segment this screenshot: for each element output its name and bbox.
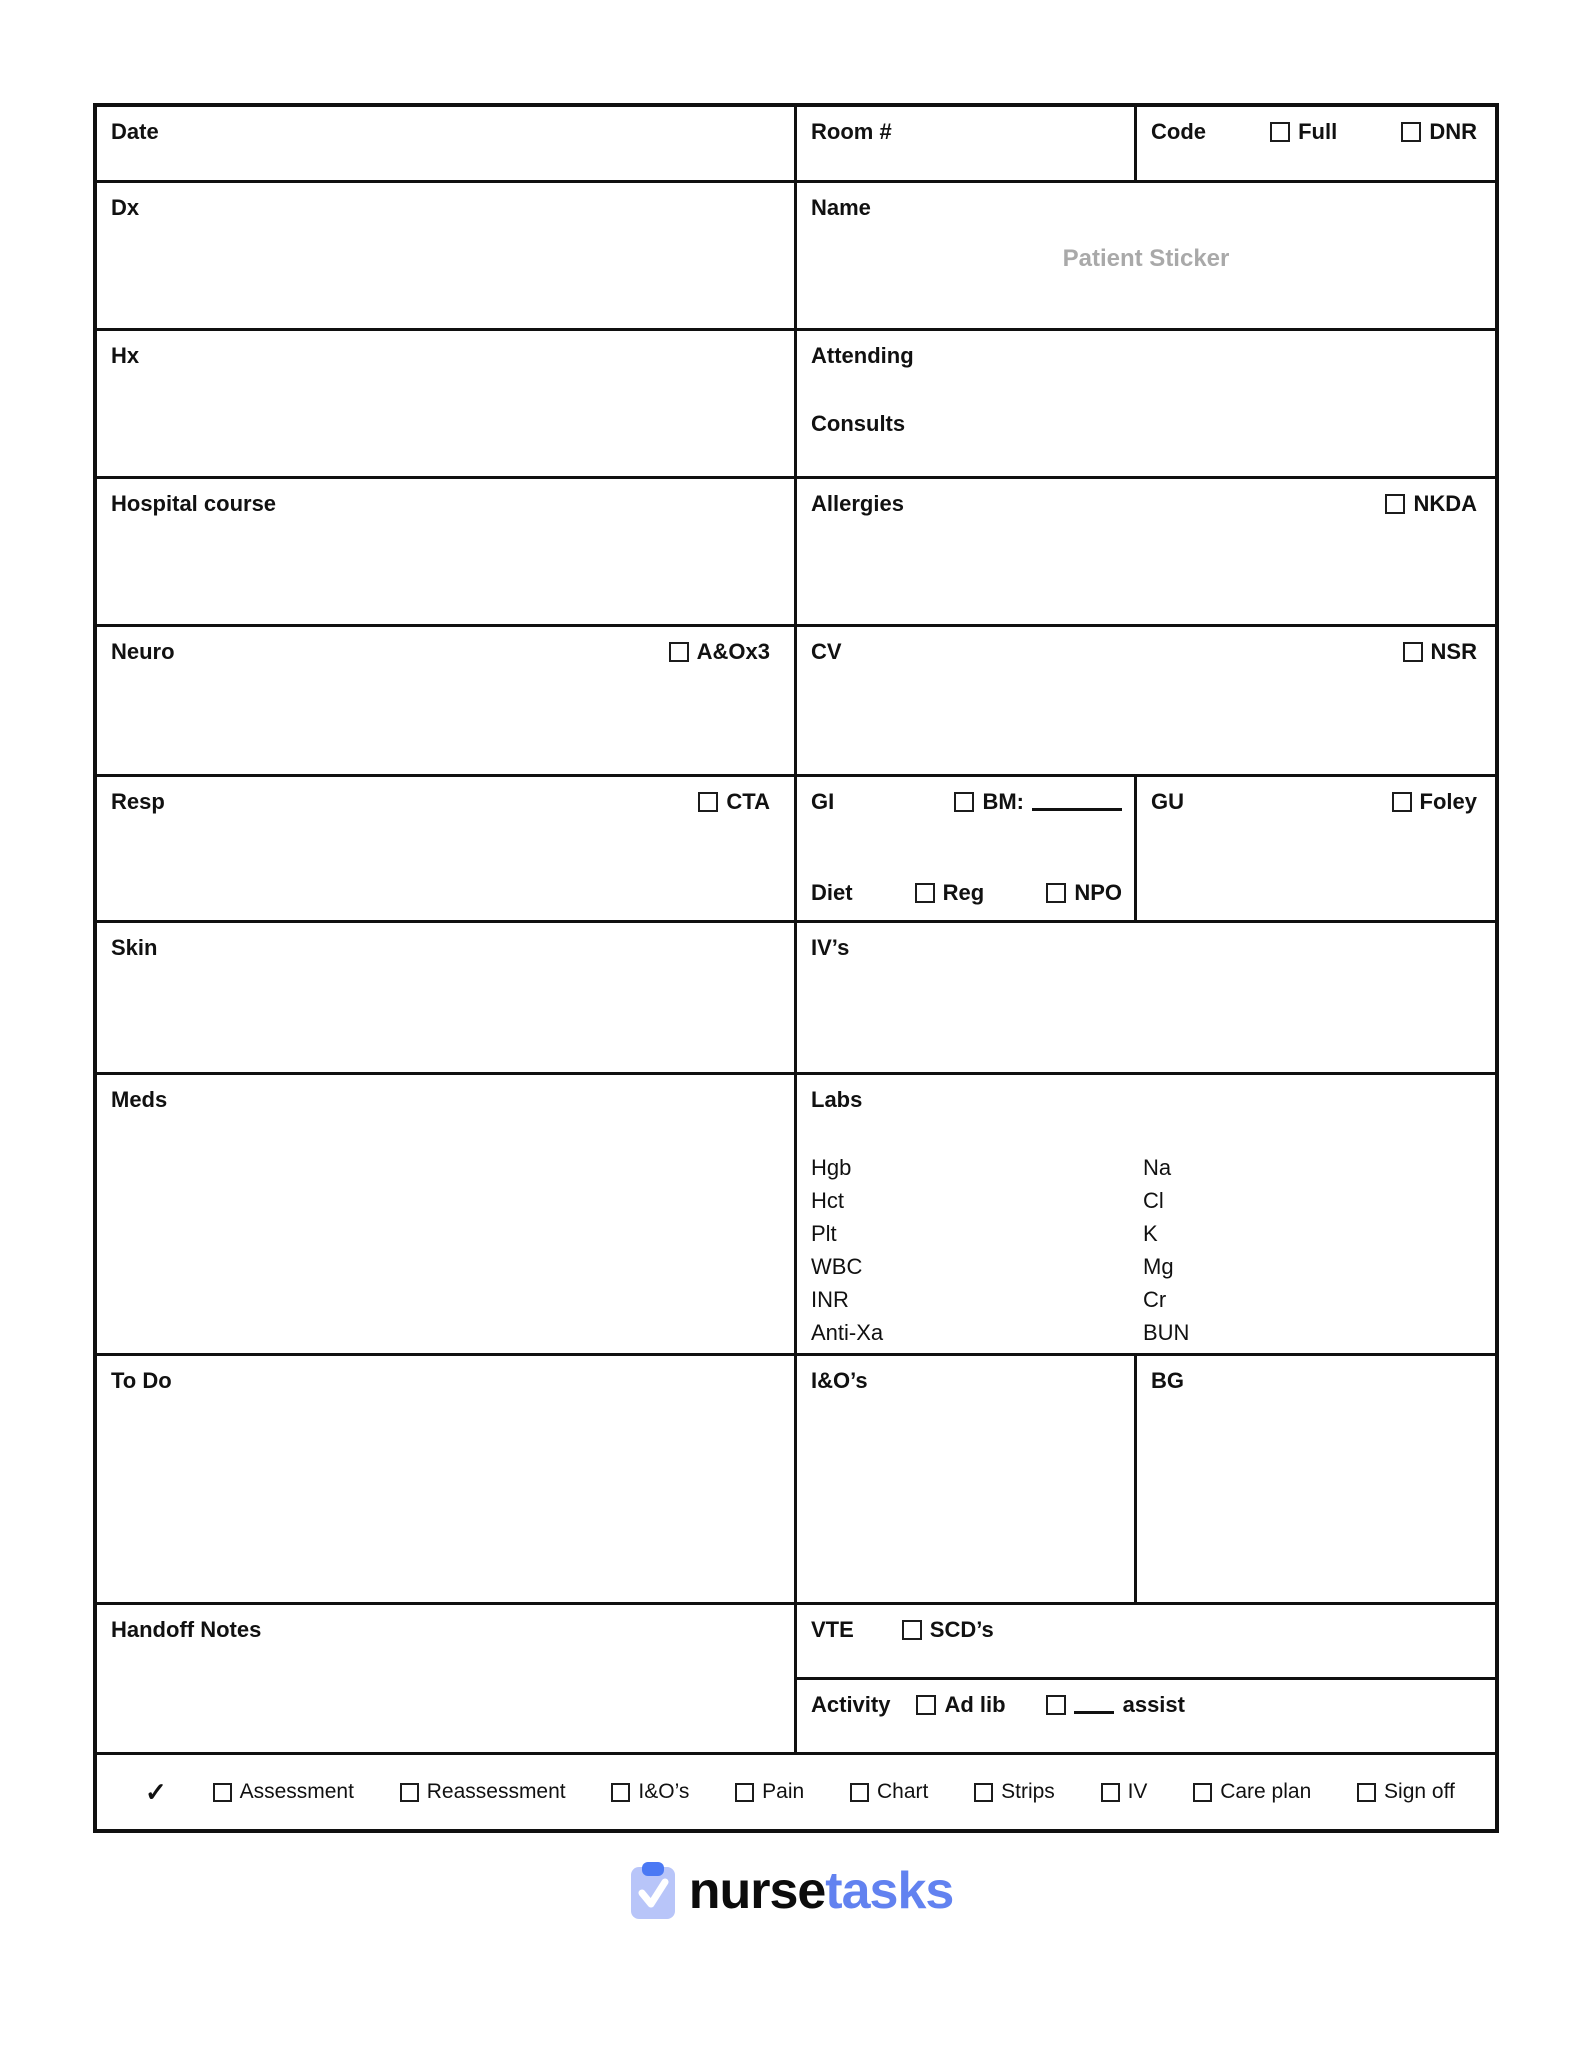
care-plan-option — [1193, 1780, 1311, 1804]
dnr-label: DNR — [1429, 119, 1477, 144]
full-label: Full — [1298, 119, 1338, 144]
logo-text-nurse: nurse — [688, 1862, 826, 1920]
full-checkbox[interactable] — [1270, 122, 1290, 142]
iv-checkbox[interactable] — [1101, 1783, 1120, 1802]
scds-option — [902, 1617, 994, 1643]
assist-write-in-blank[interactable] — [1074, 1696, 1114, 1714]
sign-off-checkbox[interactable] — [1357, 1783, 1376, 1802]
hx-cell[interactable] — [97, 331, 797, 479]
activity-cell[interactable] — [797, 1680, 1495, 1755]
chart-option — [850, 1780, 928, 1804]
adlib-label: Ad lib — [944, 1692, 1006, 1717]
foley-label: Foley — [1419, 789, 1477, 814]
lab-item: Anti-Xa — [811, 1320, 884, 1345]
ivs-cell[interactable] — [797, 923, 1495, 1075]
lab-item: Cl — [1143, 1188, 1164, 1213]
gu-cell[interactable] — [1137, 777, 1495, 923]
nsr-checkbox[interactable] — [1403, 642, 1423, 662]
hx-label: Hx — [111, 343, 140, 368]
bm-write-in-blank[interactable] — [1032, 793, 1122, 811]
ios-option — [611, 1780, 689, 1804]
pain-checkbox[interactable] — [735, 1783, 754, 1802]
lab-item: Na — [1143, 1155, 1172, 1180]
name-cell[interactable] — [797, 183, 1495, 331]
npo-label: NPO — [1074, 880, 1122, 905]
logo-text-tasks: tasks — [825, 1862, 954, 1920]
clipboard-check-icon — [630, 1862, 676, 1920]
ios-cell[interactable] — [797, 1356, 1137, 1605]
pain-option — [735, 1780, 804, 1804]
handoff-notes-cell[interactable] — [97, 1605, 797, 1755]
nursetasks-logo — [0, 1862, 1583, 1920]
labs-label: Labs — [811, 1087, 863, 1112]
skin-cell[interactable] — [97, 923, 797, 1075]
lab-item: Plt — [811, 1221, 837, 1246]
assessment-checkbox[interactable] — [213, 1783, 232, 1802]
assist-checkbox[interactable] — [1046, 1695, 1066, 1715]
todo-cell[interactable] — [97, 1356, 797, 1605]
strips-label: Strips — [1001, 1780, 1055, 1803]
sign-off-label: Sign off — [1384, 1780, 1455, 1803]
strips-checkbox[interactable] — [974, 1783, 993, 1802]
patient-sticker-placeholder: Patient Sticker — [1062, 245, 1230, 272]
ios-checkbox[interactable] — [611, 1783, 630, 1802]
cv-label: CV — [811, 639, 842, 664]
neuro-label: Neuro — [111, 639, 175, 664]
todo-label: To Do — [111, 1368, 172, 1393]
hospital-course-label: Hospital course — [111, 491, 277, 516]
ios-check-label: I&O’s — [638, 1780, 690, 1803]
iv-label: IV — [1127, 1780, 1148, 1803]
lab-item: Hct — [811, 1188, 844, 1213]
foley-checkbox[interactable] — [1392, 792, 1412, 812]
cta-option — [698, 789, 770, 815]
bm-label: BM: — [982, 789, 1024, 814]
neuro-cell[interactable] — [97, 627, 797, 777]
npo-checkbox[interactable] — [1046, 883, 1066, 903]
room-cell[interactable] — [797, 107, 1137, 183]
nsr-option — [1403, 639, 1477, 665]
meds-cell[interactable] — [97, 1075, 797, 1356]
adlib-checkbox[interactable] — [916, 1695, 936, 1715]
assist-label: assist — [1122, 1692, 1185, 1717]
reassessment-option — [400, 1780, 566, 1804]
aox3-label: A&Ox3 — [696, 639, 770, 664]
room-label: Room # — [811, 119, 892, 144]
reassessment-label: Reassessment — [426, 1780, 566, 1803]
resp-cell[interactable] — [97, 777, 797, 923]
nkda-checkbox[interactable] — [1385, 494, 1405, 514]
activity-label: Activity — [811, 1692, 891, 1717]
bm-option — [954, 789, 1122, 815]
bm-checkbox[interactable] — [954, 792, 974, 812]
pain-label: Pain — [762, 1780, 805, 1803]
lab-item: K — [1143, 1221, 1158, 1246]
cta-checkbox[interactable] — [698, 792, 718, 812]
code-cell — [1137, 107, 1495, 183]
dx-label: Dx — [111, 195, 140, 220]
iv-option — [1101, 1780, 1148, 1804]
sign-off-option — [1357, 1780, 1455, 1804]
reg-label: Reg — [942, 880, 985, 905]
nkda-option — [1385, 491, 1477, 517]
code-full-option — [1270, 119, 1337, 145]
care-plan-checkbox[interactable] — [1193, 1783, 1212, 1802]
chart-label: Chart — [876, 1780, 929, 1803]
labs-col-2 — [1143, 1157, 1475, 1355]
date-cell[interactable] — [97, 107, 797, 183]
strips-option — [974, 1780, 1055, 1804]
assessment-option — [213, 1780, 354, 1804]
code-dnr-option — [1401, 119, 1477, 145]
dnr-checkbox[interactable] — [1401, 122, 1421, 142]
reg-checkbox[interactable] — [915, 883, 935, 903]
lab-item: Cr — [1143, 1287, 1167, 1312]
scds-checkbox[interactable] — [902, 1620, 922, 1640]
labs-lists — [811, 1157, 1481, 1355]
reassessment-checkbox[interactable] — [400, 1783, 419, 1802]
assessment-label: Assessment — [239, 1780, 354, 1803]
aox3-option — [669, 639, 770, 665]
report-sheet — [93, 103, 1499, 1833]
handoff-notes-label: Handoff Notes — [111, 1617, 262, 1642]
allergies-label: Allergies — [811, 491, 904, 516]
code-label: Code — [1151, 119, 1206, 144]
logo-wordmark — [689, 1862, 954, 1920]
nkda-label: NKDA — [1413, 491, 1477, 516]
bg-cell[interactable] — [1137, 1356, 1495, 1605]
skin-label: Skin — [111, 935, 158, 960]
scds-label: SCD’s — [929, 1617, 994, 1642]
attending-label: Attending — [811, 343, 914, 368]
lab-item: BUN — [1143, 1320, 1190, 1345]
diet-label: Diet — [811, 880, 853, 905]
resp-label: Resp — [111, 789, 165, 814]
bg-label: BG — [1151, 1368, 1184, 1393]
diet-npo-option — [1046, 880, 1122, 906]
cv-cell[interactable] — [797, 627, 1495, 777]
gu-label: GU — [1151, 789, 1184, 814]
vte-label: VTE — [811, 1617, 854, 1642]
foley-option — [1392, 789, 1477, 815]
dx-cell[interactable] — [97, 183, 797, 331]
lab-item: INR — [811, 1287, 849, 1312]
adlib-option — [916, 1692, 1005, 1718]
task-checklist-row — [97, 1755, 1495, 1829]
lab-item: Mg — [1143, 1254, 1174, 1279]
labs-cell[interactable] — [797, 1075, 1495, 1356]
meds-label: Meds — [111, 1087, 168, 1112]
checkmark-icon: ✓ — [145, 1776, 167, 1807]
gi-cell[interactable] — [797, 777, 1137, 923]
nsr-label: NSR — [1430, 639, 1477, 664]
allergies-cell[interactable] — [797, 479, 1495, 627]
consults-label: Consults — [811, 411, 906, 436]
care-plan-label: Care plan — [1220, 1780, 1312, 1803]
chart-checkbox[interactable] — [850, 1783, 869, 1802]
ios-label: I&O’s — [811, 1368, 868, 1393]
name-label: Name — [811, 195, 871, 220]
aox3-checkbox[interactable] — [669, 642, 689, 662]
assist-option — [1046, 1692, 1185, 1718]
diet-reg-option — [915, 880, 985, 906]
hospital-course-cell[interactable] — [97, 479, 797, 627]
labs-col-1 — [811, 1157, 1143, 1355]
cta-label: CTA — [726, 789, 770, 814]
attending-consults-cell[interactable] — [797, 331, 1495, 479]
lab-item: Hgb — [811, 1155, 852, 1180]
vte-cell[interactable] — [797, 1605, 1495, 1680]
gi-label: GI — [811, 789, 835, 814]
ivs-label: IV’s — [811, 935, 850, 960]
lab-item: WBC — [811, 1254, 863, 1279]
date-label: Date — [111, 119, 159, 144]
